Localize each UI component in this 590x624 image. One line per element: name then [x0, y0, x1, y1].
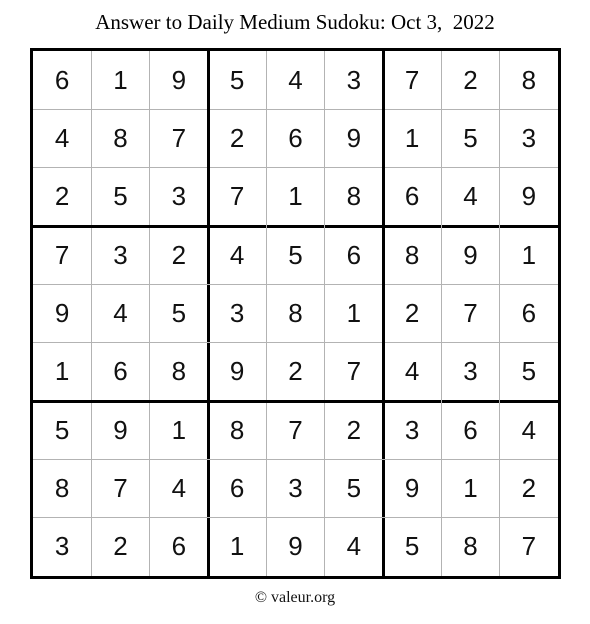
- sudoku-cell: 7: [404, 64, 420, 95]
- sudoku-cell: 6: [113, 356, 128, 387]
- sudoku-cell: 9: [463, 239, 478, 270]
- sudoku-cell: 9: [229, 356, 245, 387]
- sudoku-cell: 6: [229, 472, 245, 503]
- sudoku-cell: 2: [463, 64, 478, 95]
- sudoku-cell: 5: [113, 181, 128, 212]
- sudoku-cell: 9: [404, 472, 420, 503]
- sudoku-cell: 5: [288, 239, 303, 270]
- sudoku-cell: 3: [404, 414, 420, 445]
- sudoku-cell: 5: [229, 64, 245, 95]
- sudoku-cell: 1: [404, 122, 420, 153]
- sudoku-cell: 6: [521, 297, 537, 328]
- sudoku-cell: 5: [54, 414, 70, 445]
- sudoku-cell: 1: [229, 531, 245, 562]
- sudoku-cell: 9: [54, 297, 70, 328]
- sudoku-cell: 6: [54, 64, 70, 95]
- sudoku-cell: 1: [463, 472, 478, 503]
- sudoku-cell: 3: [229, 297, 245, 328]
- sudoku-cell: 8: [521, 64, 537, 95]
- sudoku-cell: 9: [288, 531, 303, 562]
- sudoku-cell: 7: [463, 297, 478, 328]
- sudoku-cell: 9: [521, 181, 537, 212]
- sudoku-cell: 6: [346, 239, 362, 270]
- page-title: Answer to Daily Medium Sudoku: Oct 3, 2022: [95, 10, 495, 34]
- sudoku-cell: 2: [229, 122, 245, 153]
- sudoku-cell: 6: [171, 531, 187, 562]
- sudoku-cell: 7: [521, 531, 537, 562]
- sudoku-cell: 4: [404, 356, 420, 387]
- sudoku-cell: 1: [171, 414, 187, 445]
- sudoku-cell: 4: [229, 239, 245, 270]
- sudoku-cell: 5: [521, 356, 537, 387]
- copyright-footer: © valeur.org: [254, 589, 336, 606]
- sudoku-cell: 3: [346, 64, 362, 95]
- sudoku-cell: 7: [54, 239, 70, 270]
- sudoku-cell: 2: [54, 181, 70, 212]
- sudoku-cell: 8: [463, 531, 478, 562]
- sudoku-cell: 3: [113, 239, 128, 270]
- sudoku-cell: 8: [288, 297, 303, 328]
- sudoku-cell: 2: [346, 414, 362, 445]
- sudoku-cell: 7: [229, 181, 245, 212]
- sudoku-cell: 1: [54, 356, 70, 387]
- sudoku-cell: 8: [54, 472, 70, 503]
- sudoku-cell: 9: [346, 122, 362, 153]
- sudoku-cell: 4: [288, 64, 303, 95]
- sudoku-cell: 3: [54, 531, 70, 562]
- sudoku-cell: 4: [54, 122, 70, 153]
- sudoku-cell: 6: [404, 181, 420, 212]
- sudoku-cell: 8: [404, 239, 420, 270]
- sudoku-grid: [33, 51, 558, 576]
- sudoku-board: [30, 48, 561, 579]
- sudoku-cell: 9: [171, 64, 187, 95]
- sudoku-cell: 5: [463, 122, 478, 153]
- sudoku-cell: 8: [229, 414, 245, 445]
- sudoku-cell: 4: [113, 297, 128, 328]
- sudoku-cell: 4: [463, 181, 478, 212]
- sudoku-cell: 5: [404, 531, 420, 562]
- sudoku-cell: 2: [113, 531, 128, 562]
- sudoku-cell: 3: [463, 356, 478, 387]
- sudoku-cell: 1: [346, 297, 362, 328]
- sudoku-cell: 2: [171, 239, 187, 270]
- sudoku-cell: 1: [113, 64, 128, 95]
- sudoku-cell: 4: [171, 472, 187, 503]
- sudoku-cell: 8: [346, 181, 362, 212]
- sudoku-cell: 3: [288, 472, 303, 503]
- sudoku-cell: 9: [113, 414, 128, 445]
- sudoku-cell: 8: [113, 122, 128, 153]
- sudoku-cell: 5: [171, 297, 187, 328]
- sudoku-cell: 6: [288, 122, 303, 153]
- sudoku-cell: 3: [521, 122, 537, 153]
- sudoku-cell: 4: [346, 531, 362, 562]
- sudoku-cell: 8: [171, 356, 187, 387]
- sudoku-cell: 2: [521, 472, 537, 503]
- sudoku-cell: 4: [521, 414, 537, 445]
- sudoku-cell: 2: [404, 297, 420, 328]
- sudoku-cell: 6: [463, 414, 478, 445]
- sudoku-cell: 7: [171, 122, 187, 153]
- sudoku-cell: 3: [171, 181, 187, 212]
- sudoku-cell: 2: [288, 356, 303, 387]
- sudoku-cell: 1: [521, 239, 537, 270]
- sudoku-cell: 1: [288, 181, 303, 212]
- sudoku-cell: 7: [288, 414, 303, 445]
- sudoku-cell: 7: [113, 472, 128, 503]
- sudoku-cell: 5: [346, 472, 362, 503]
- sudoku-cell: 7: [346, 356, 362, 387]
